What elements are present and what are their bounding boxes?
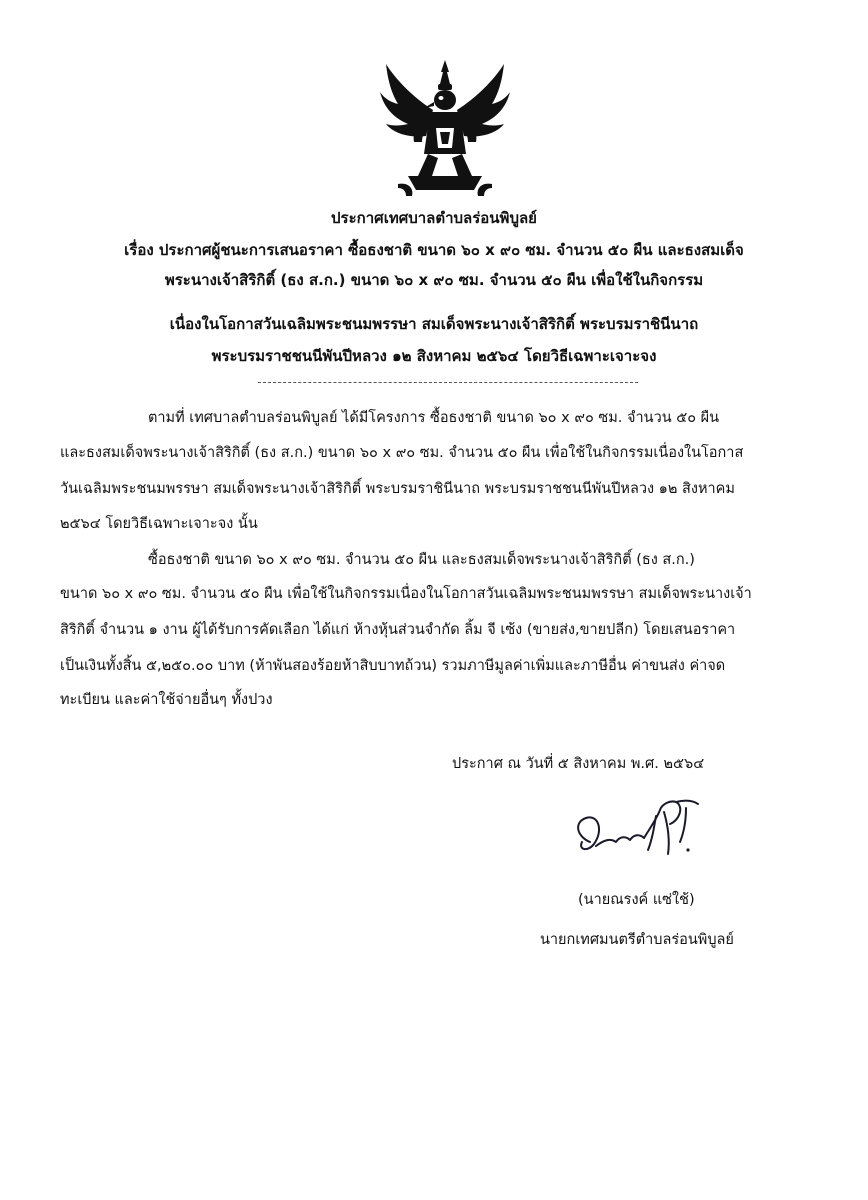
subject-line-1: เรื่อง ประกาศผู้ชนะการเสนอราคา ซื้อธงชาติ ขนาด ๖๐ x ๙๐ ซม. จำนวน ๕๐ ผืน และธงสมเด็จ: [124, 241, 744, 259]
signer-title: นายกเทศมนตรีตำบลร่อนพิบูลย์: [540, 932, 734, 948]
garuda-emblem-icon: [378, 58, 512, 200]
subject-line-3: เนื่องในโอกาสวันเฉลิมพระชนมพรรษา สมเด็จพระนางเจ้าสิริกิติ์ พระบรมราชินีนาถ: [169, 315, 699, 333]
paragraph1-line-1: ตามที่ เทศบาลตำบลร่อนพิบูลย์ ได้มีโครงการ ซื้อธงชาติ ขนาด ๖๐ x ๙๐ ซม. จำนวน ๕๐ ผืน: [148, 410, 720, 426]
signer-name: (นายณรงค์ แซ่ใช้): [578, 892, 695, 908]
subject-line-2: พระนางเจ้าสิริกิติ์ (ธง ส.ก.) ขนาด ๖๐ x ๙๐ ซม. จำนวน ๕๐ ผืน เพื่อใช้ในกิจกรรม: [164, 271, 704, 289]
paragraph1-line-2: และธงสมเด็จพระนางเจ้าสิริกิติ์ (ธง ส.ก.) ขนาด ๖๐ x ๙๐ ซม. จำนวน ๕๐ ผืน เพื่อใช้ในกิจกรรมเนื่องในโอกาส: [60, 445, 744, 461]
paragraph2-line-5: ทะเบียน และค่าใช้จ่ายอื่นๆ ทั้งปวง: [60, 692, 273, 708]
paragraph2-line-4: เป็นเงินทั้งสิ้น ๕,๒๕๐.๐๐ บาท (ห้าพันสองร้อยห้าสิบบาทถ้วน) รวมภาษีมูลค่าเพิ่มและภาษีอื่น ค่าขนส่ง ค่าจด: [60, 658, 726, 674]
announce-date: ประกาศ ณ วันที่ ๕ สิงหาคม พ.ศ. ๒๕๖๔: [452, 756, 705, 772]
subject-line-4: พระบรมราชชนนีพันปีหลวง ๑๒ สิงหาคม ๒๕๖๔ โดยวิธีเฉพาะเจาะจง: [211, 347, 657, 365]
handwritten-signature: [560, 780, 710, 880]
paragraph1-line-4: ๒๕๖๔ โดยวิธีเฉพาะเจาะจง นั้น: [60, 516, 258, 532]
paragraph2-line-2: ขนาด ๖๐ x ๙๐ ซม. จำนวน ๕๐ ผืน เพื่อใช้ในกิจกรรมเนื่องในโอกาสวันเฉลิมพระชนมพรรษา สมเด็จพระนางเจ้า: [60, 586, 752, 602]
divider-line: [258, 382, 638, 383]
paragraph2-line-1: ซื้อธงชาติ ขนาด ๖๐ x ๙๐ ซม. จำนวน ๕๐ ผืน และธงสมเด็จพระนางเจ้าสิริกิติ์ (ธง ส.ก.): [148, 552, 695, 568]
paragraph2-line-3: สิริกิติ์ จำนวน ๑ งาน ผู้ได้รับการคัดเลือก ได้แก่ ห้างหุ้นส่วนจำกัด ลิ้ม จี เซ้ง (ขายส่ง,ขายปลีก) โดยเสนอราคา: [60, 622, 736, 638]
paragraph1-line-3: วันเฉลิมพระชนมพรรษา สมเด็จพระนางเจ้าสิริกิติ์ พระบรมราชินีนาถ พระบรมราชชนนีพันปีหลวง ๑๒ สิงหาคม: [60, 481, 735, 497]
organization-heading: ประกาศเทศบาลตำบลร่อนพิบูลย์: [331, 209, 537, 227]
